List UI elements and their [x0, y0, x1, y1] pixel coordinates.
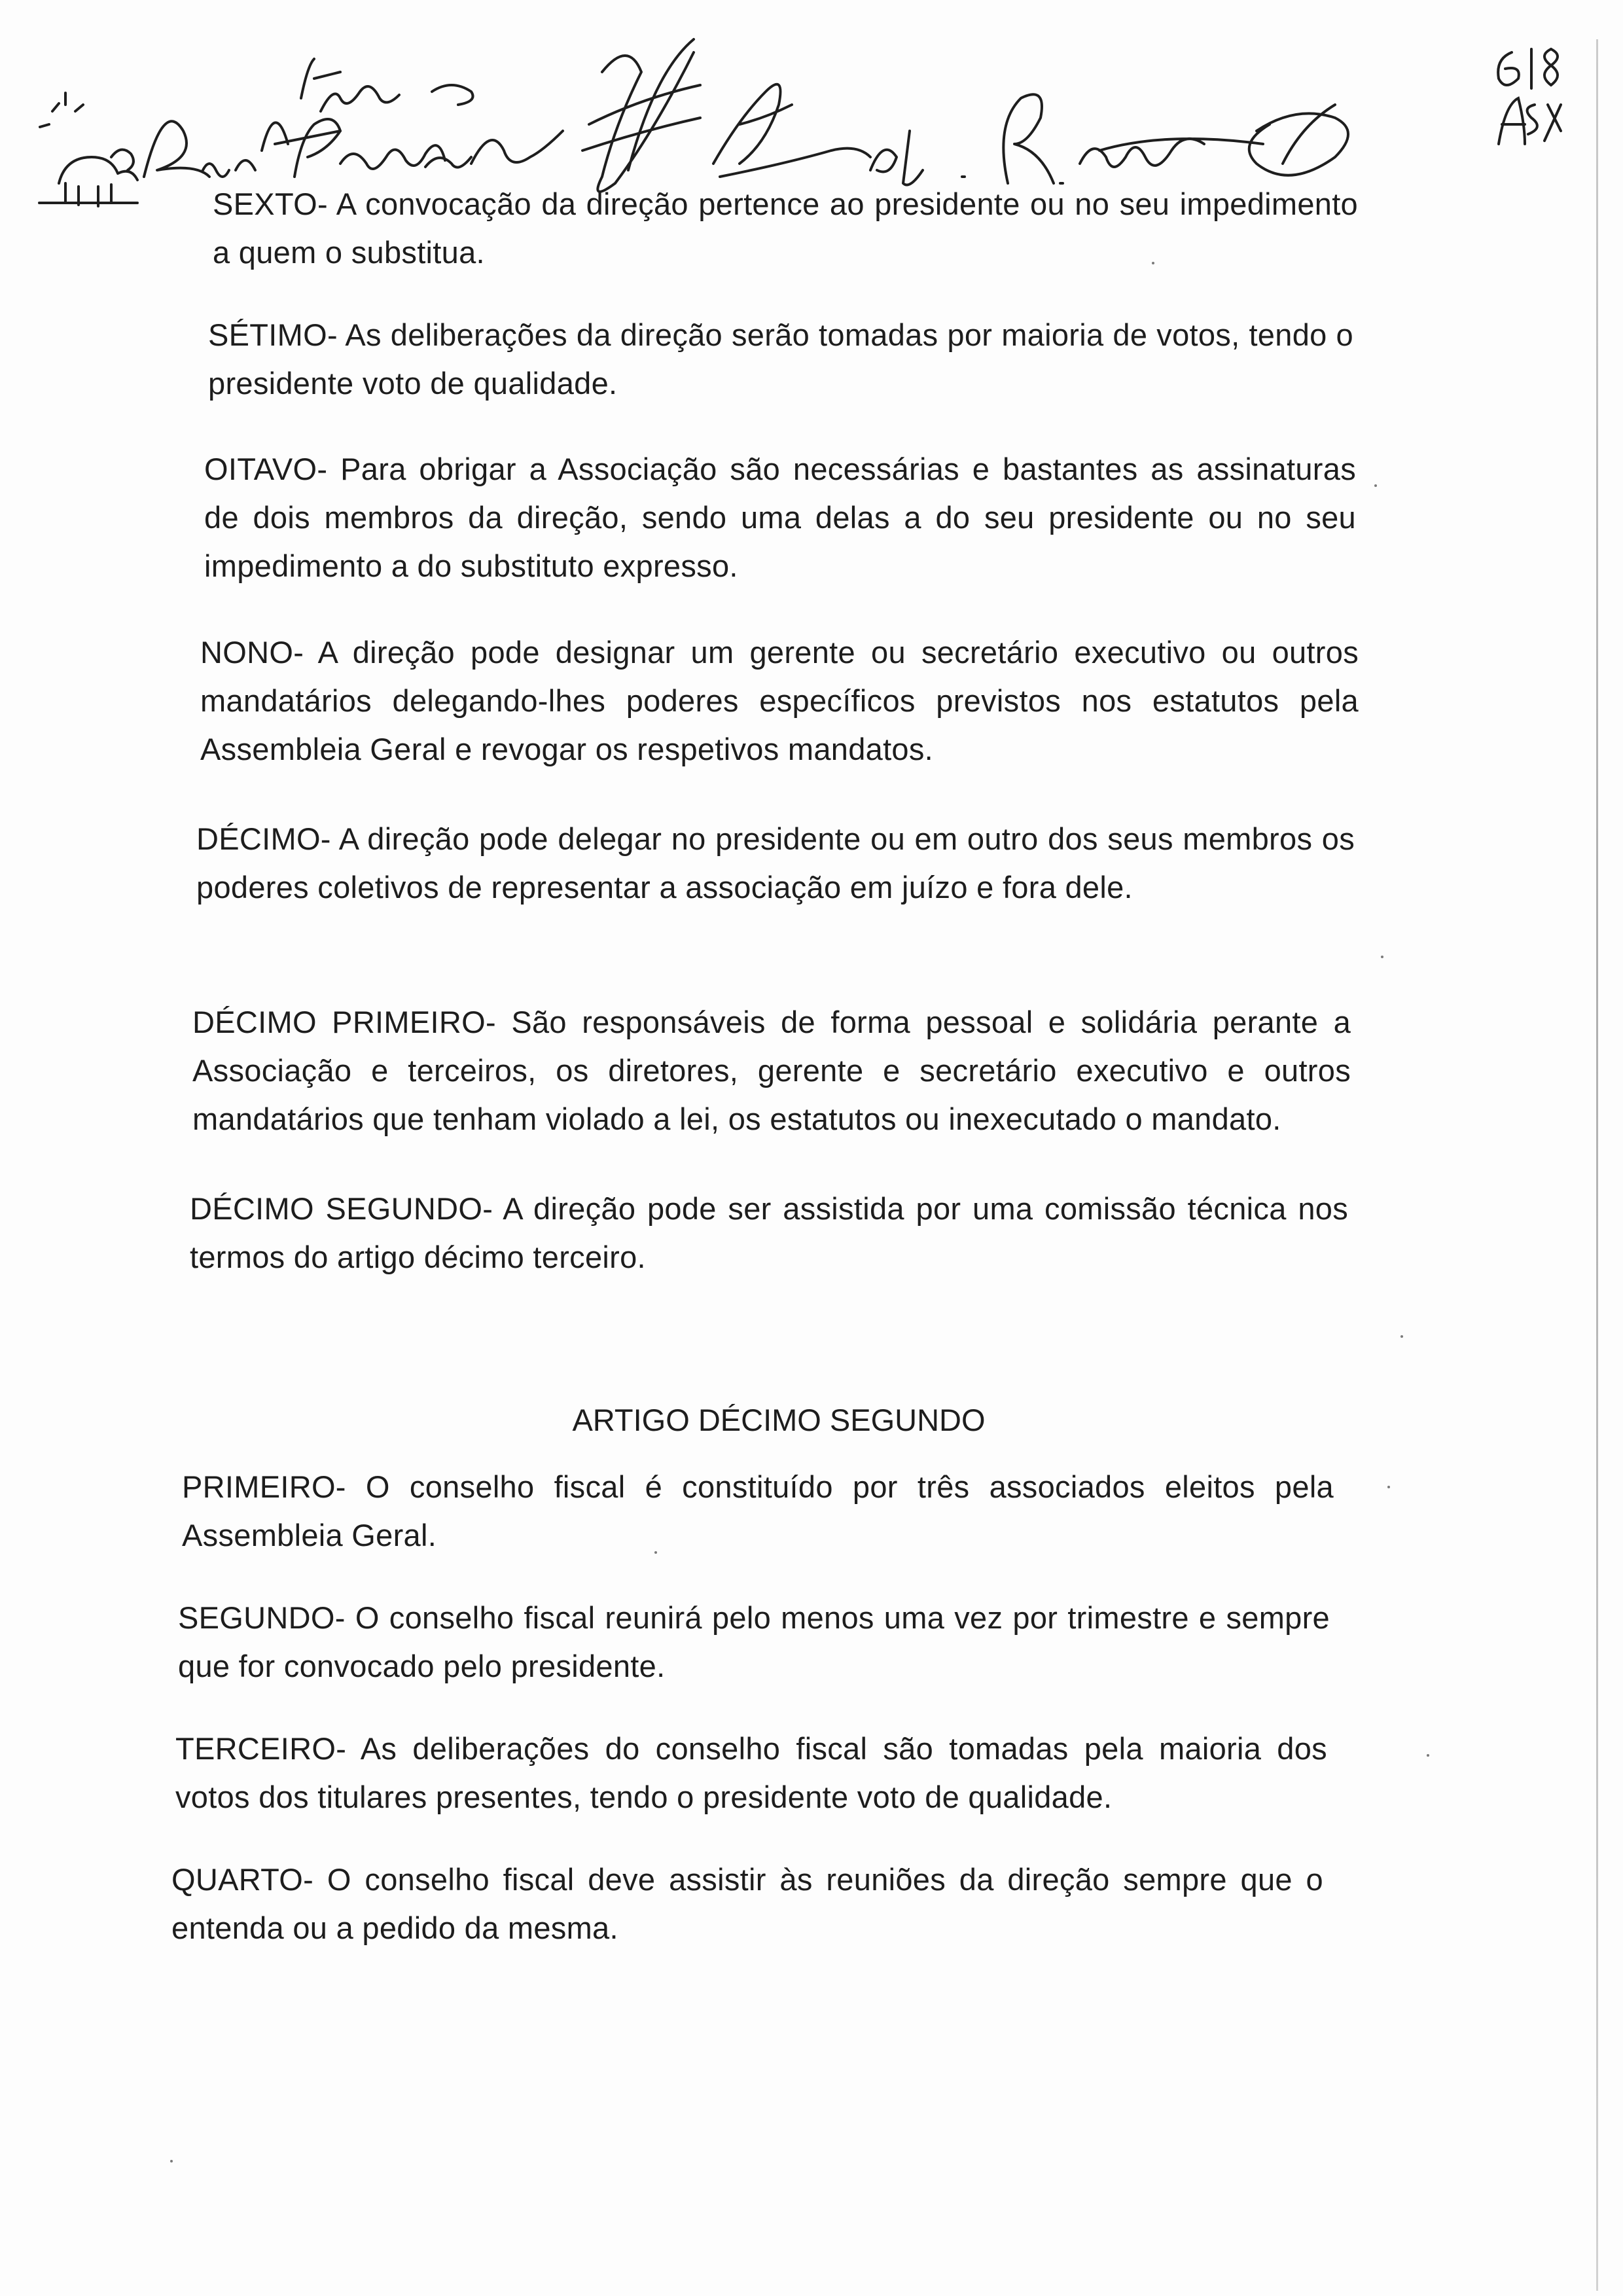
- paragraph-nono: [200, 628, 1359, 774]
- paragraph-text: O conselho fiscal é constituído por três associados eleitos pela Assembleia Geral.: [182, 1469, 1334, 1552]
- paragraph-setimo: [208, 311, 1353, 408]
- scan-speck: [1387, 1486, 1390, 1488]
- paragraph-label: PRIMEIRO-: [182, 1469, 346, 1504]
- scan-speck: [170, 2160, 173, 2162]
- paragraph-label: NONO-: [200, 635, 304, 670]
- paragraph-text: A direção pode delegar no presidente ou em outro dos seus membros os poderes coletivos de representar a associação em juízo e fora dele.: [196, 821, 1355, 905]
- paragraph-label: OITAVO-: [204, 452, 328, 486]
- paragraph-sexto: [213, 180, 1358, 277]
- scan-speck: [1427, 1754, 1429, 1757]
- paragraph-text: As deliberações do conselho fiscal são tomadas pela maioria dos votos dos titulares presentes, tendo o presidente voto de qualidade.: [175, 1731, 1327, 1814]
- paragraph-text: A direção pode ser assistida por uma comissão técnica nos termos do artigo décimo terceiro.: [190, 1191, 1348, 1274]
- scan-speck: [654, 1551, 657, 1554]
- scan-speck: [1381, 956, 1383, 958]
- paragraph-label: DÉCIMO PRIMEIRO-: [192, 1005, 496, 1039]
- paragraph-text: Para obrigar a Associação são necessárias e bastantes as assinaturas de dois membros da direção, sendo uma delas a do seu presidente ou no seu impedimento a do substituto expresso.: [204, 452, 1356, 583]
- paragraph-label: QUARTO-: [171, 1862, 314, 1897]
- paragraph-label: DÉCIMO-: [196, 821, 331, 856]
- paragraph-label: TERCEIRO-: [175, 1731, 347, 1766]
- paragraph-decimo: [196, 815, 1355, 912]
- scan-edge-line: [1596, 39, 1598, 2291]
- paragraph-label: SEXTO-: [213, 187, 328, 221]
- paragraph-text: O conselho fiscal deve assistir às reuniões da direção sempre que o entenda ou a pedido da mesma.: [171, 1862, 1323, 1945]
- paragraph-label: DÉCIMO SEGUNDO-: [190, 1191, 493, 1226]
- paragraph-text: As deliberações da direção serão tomadas por maioria de votos, tendo o presidente voto de qualidade.: [208, 317, 1353, 401]
- paragraph-text: A direção pode designar um gerente ou secretário executivo ou outros mandatários delegando-lhes poderes específicos previstos nos estatutos pela Assembleia Geral e revogar os respetivos mandatos.: [200, 635, 1359, 766]
- paragraph-terceiro: [175, 1725, 1327, 1821]
- paragraph-segundo: [178, 1594, 1330, 1691]
- paragraph-text: O conselho fiscal reunirá pelo menos uma vez por trimestre e sempre que for convocado pelo presidente.: [178, 1600, 1330, 1683]
- paragraph-text: São responsáveis de forma pessoal e solidária perante a Associação e terceiros, os diretores, gerente e secretário executivo e outros mandatários que tenham violado a lei, os estatutos ou inexecutado o mandato.: [192, 1005, 1351, 1136]
- paragraph-decimo-segundo: [190, 1185, 1348, 1282]
- paragraph-primeiro: [182, 1463, 1334, 1560]
- scan-speck: [1152, 262, 1154, 264]
- paragraph-quarto: [171, 1856, 1323, 1952]
- scan-speck: [1374, 484, 1377, 487]
- paragraph-decimo-primeiro: [192, 998, 1351, 1143]
- paragraph-text: A convocação da direção pertence ao presidente ou no seu impedimento a quem o substitua.: [213, 187, 1359, 270]
- section-heading: ARTIGO DÉCIMO SEGUNDO: [572, 1403, 986, 1437]
- paragraph-label: SÉTIMO-: [208, 317, 338, 352]
- scan-speck: [1400, 1335, 1403, 1338]
- paragraph-label: SEGUNDO-: [178, 1600, 346, 1635]
- handwritten-page-number: [1486, 39, 1577, 170]
- paragraph-oitavo: [204, 445, 1356, 590]
